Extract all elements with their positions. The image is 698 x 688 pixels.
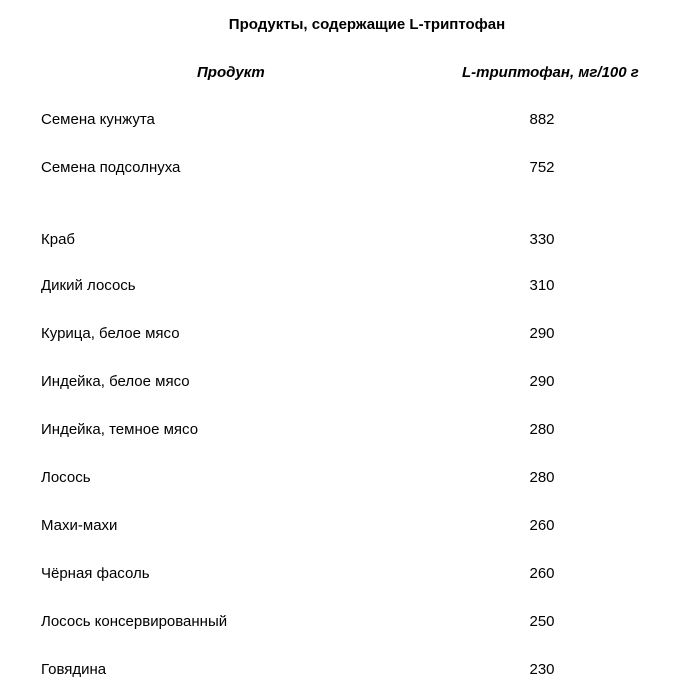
- tryptophan-value: 290: [529, 325, 555, 342]
- product-name: Говядина: [41, 661, 107, 678]
- product-name: Семена подсолнуха: [41, 159, 181, 176]
- tryptophan-value: 752: [529, 159, 555, 176]
- table-row: [0, 565, 698, 587]
- table-row: [0, 613, 698, 635]
- tryptophan-value: 310: [529, 277, 555, 294]
- table-row: [0, 469, 698, 491]
- table-row: [0, 421, 698, 443]
- product-name: Семена кунжута: [41, 111, 155, 128]
- product-name: Лосось: [41, 469, 91, 486]
- tryptophan-value: 280: [529, 421, 555, 438]
- tryptophan-value: 330: [529, 231, 555, 248]
- tryptophan-value: 260: [529, 517, 555, 534]
- product-name: Махи-махи: [41, 517, 118, 534]
- product-name: Дикий лосось: [41, 277, 136, 294]
- table-row: [0, 231, 698, 253]
- product-name: Индейка, белое мясо: [41, 373, 190, 390]
- table-row: [0, 111, 698, 133]
- tryptophan-value: 290: [529, 373, 555, 390]
- page-title: Продукты, содержащие L-триптофан: [228, 16, 506, 33]
- product-name: Краб: [41, 231, 76, 248]
- table-row: [0, 661, 698, 683]
- tryptophan-value: 260: [529, 565, 555, 582]
- table-row: [0, 325, 698, 347]
- table-row: [0, 373, 698, 395]
- tryptophan-value: 250: [529, 613, 555, 630]
- tryptophan-value: 280: [529, 469, 555, 486]
- column-header-tryptophan: L-триптофан, мг/100 г: [462, 64, 639, 81]
- table-row: [0, 517, 698, 539]
- tryptophan-value: 230: [529, 661, 555, 678]
- tryptophan-value: 882: [529, 111, 555, 128]
- product-name: Индейка, темное мясо: [41, 421, 199, 438]
- table-row: [0, 277, 698, 299]
- product-name: Курица, белое мясо: [41, 325, 180, 342]
- product-name: Чёрная фасоль: [41, 565, 150, 582]
- table-row: [0, 159, 698, 181]
- product-name: Лосось консервированный: [41, 613, 228, 630]
- column-header-product: Продукт: [197, 64, 265, 81]
